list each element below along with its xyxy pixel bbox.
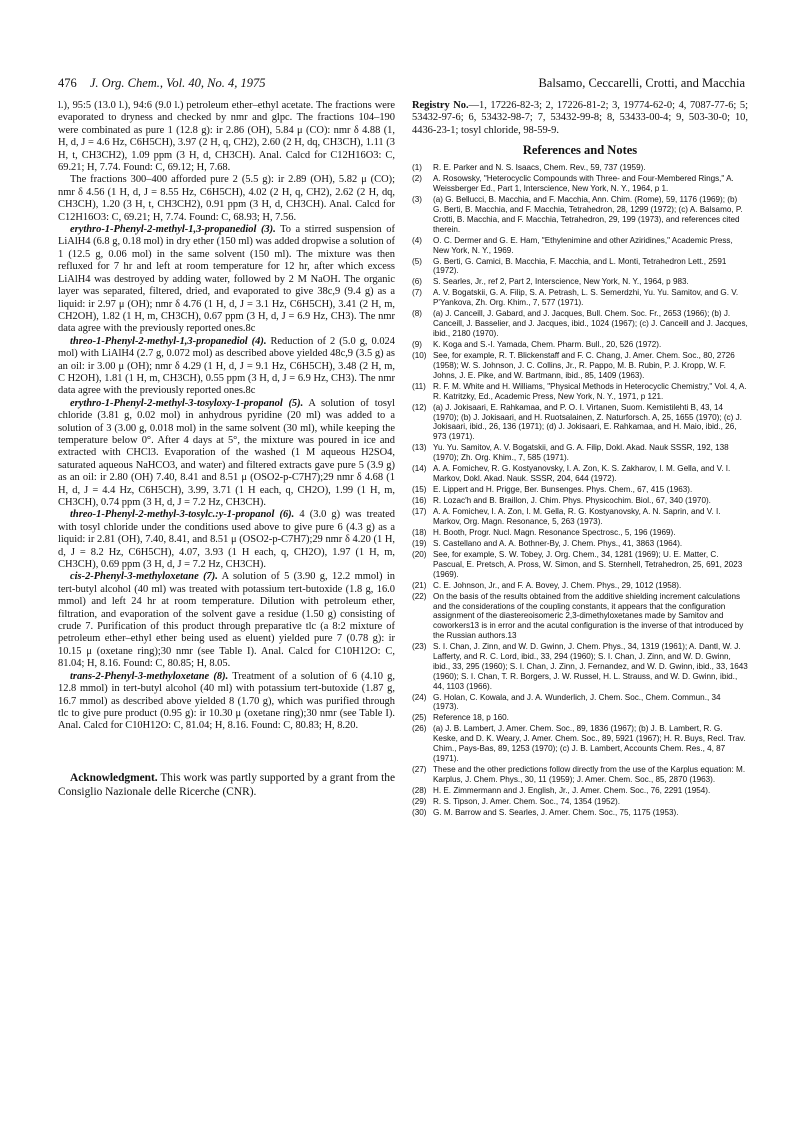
- reference-item: [412, 797, 748, 807]
- reference-text: A. Rosowsky, "Heterocyclic Compounds with Three- and Four-Membered Rings," A. Weissberger Ed., Part 1, Interscience, New York, N. Y., 1964, p 1.: [433, 174, 734, 194]
- paragraph-compound-3: [58, 224, 395, 336]
- reference-text: C. E. Johnson, Jr., and F. A. Bovey, J. Chem. Phys., 29, 1012 (1958).: [433, 580, 682, 590]
- reference-text: R. F. M. White and H. Williams, "Physical Methods in Heterocyclic Chemistry," Vol. 4, A. R. Katritzky, Ed., Academic Press, New York, N. Y., 1971, p 121.: [433, 381, 747, 401]
- reference-item: [412, 443, 748, 463]
- reference-text: H. Booth, Progr. Nucl. Magn. Resonance Spectrosc., 5, 196 (1969).: [433, 527, 676, 537]
- reference-text: Reference 18, p 160.: [433, 713, 509, 723]
- reference-item: [412, 581, 748, 591]
- reference-item: [412, 765, 748, 785]
- compound-5-body: A solution of tosyl chloride (3.81 g, 0.02 mol) in anhydrous pyridine (20 ml) was added to a solution of 3 (3.00 g, 0.018 mol) in the same solvent (30 ml), while keeping the temperature below 0°. After 4 days at 5°, the mixture was poured in ice and extracted with CHCl3. Evaporation of the washed (1 M aqueous H2SO4, saturated aqueous NaHCO3, and water) and filtered extracts gave pure 5 (3.9 g) as an oil: ir 2.80 (OH) 7.40, 8.41 and 8.51 μ (OSO2-p-C7H7);29 nmr δ 4.68 (1 H, d, J = 4.4 Hz, C6H5CH), 3.99, 3.71 (1 H each, q, CH2O), 1.99 (1 H, m, CH3CH), 0.74 ppm (3 H, d, J = 7.2 Hz, CH3CH).: [58, 397, 396, 508]
- registry-label: Registry No.: [412, 100, 469, 111]
- reference-item: [412, 485, 748, 495]
- reference-item: [412, 257, 748, 277]
- reference-text: A. V. Bogatskii, G. A. Filip, S. A. Petrash, L. S. Semerdzhi, Yu. Yu. Samitov, and G. V. P'Yankova, Zh. Org. Khim., 7, 577 (1971).: [433, 288, 739, 308]
- reference-number: (29): [412, 796, 427, 806]
- right-column: [412, 100, 748, 819]
- paragraph-fractions-2: The fractions 300–400 afforded pure 2 (5.5 g): ir 2.89 (OH), 5.82 μ (CO); nmr δ 4.56 (1 H, d, J = 8.55 Hz, C6H5CH), 4.02 (2 H, q, CH2), 2.62 (2 H, dq, CH3CH), 1.20 (3 H, t, CH3CH2), 0.91 ppm (3 H, d, CH3CH). Anal. Calcd for C12H16O3: C, 69.21; H, 7.74. Found: C, 68.93; H, 7.56.: [58, 174, 395, 223]
- reference-text: O. C. Dermer and G. E. Ham, "Ethylenimine and other Aziridines," Academic Press, New York, N. Y., 1969.: [433, 235, 733, 255]
- reference-item: [412, 539, 748, 549]
- reference-item: [412, 174, 748, 194]
- compound-3-title: erythro-1-Phenyl-2-methyl-1,3-propanediol (3).: [70, 224, 276, 236]
- reference-number: (28): [412, 785, 427, 795]
- reference-number: (3): [412, 195, 422, 205]
- reference-item: [412, 288, 748, 308]
- reference-text: E. Lippert and H. Prigge, Ber. Bunsenges. Phys. Chem., 67, 415 (1963).: [433, 485, 693, 494]
- paragraph-fractions-1: l.), 95:5 (13.0 l.), 94:6 (9.0 l.) petroleum ether–ethyl acetate. The fractions were evaporated to dryness and checked by nmr and glpc. The fractions 104–190 were combinated as pure 1 (12.8 g): ir 2.86 (OH), 5.84 μ (CO): nmr δ 4.88 (1, H, d, J = 4.6 Hz, C6H5CH), 3.97 (2 H, q, CH2), 2.60 (2 H, dq, CH3CH), 1.11 (3 H, t, CH3CH2), 1.09 ppm (3 H, d, CH3CH). Anal. Calcd for C12H16O3: C, 69.21; H, 7.74. Found: C, 69.12; H, 7.68.: [58, 100, 395, 174]
- reference-text: S. I. Chan, J. Zinn, and W. D. Gwinn, J. Chem. Phys., 34, 1319 (1961); A. Dantl, W. J. Lafferty, and R. C. Lord, ibid., 33, 294 (1960); S. I. Chan, J. Zinn, and W. D. Gwinn, ibid., 33, 295 (1960); S. I. Chan, J. Zinn, J. Fernandez, and W. D. Gwinn, ibid., 33, 1643 (1960); S. I. Chan, T. R. Borgers, J. W. Russel, H. L. Strauss, and W. D. Gwinn, ibid., 44, 1103 (1966).: [433, 642, 748, 691]
- reference-number: (24): [412, 692, 427, 702]
- reference-number: (14): [412, 464, 427, 474]
- registry-body: —1, 17226-82-3; 2, 17226-81-2; 3, 19774-62-0; 4, 7087-77-6; 5; 53432-97-6; 6, 53432-98-7; 7, 53432-99-8; 8, 53433-00-4; 9, 503-30-0; 10, 4436-23-1; tosyl chloride, 98-59-9.: [412, 100, 748, 136]
- reference-item: [412, 786, 748, 796]
- reference-number: (10): [412, 351, 427, 361]
- reference-item: [412, 309, 748, 339]
- reference-number: (23): [412, 642, 427, 652]
- reference-text: G. Berti, G. Camici, B. Macchia, F. Macchia, and L. Monti, Tetrahedron Lett., 2591 (1972).: [433, 256, 727, 276]
- reference-text: (a) J. Jokisaari, E. Rahkamaa, and P. O. I. Virtanen, Suom. Kemistilehti B, 43, 14 (1970); (b) J. Jokisaari, and H. Ruotsalainen, Z. Naturforsch. A, 25, 1655 (1970); (c) J. Jokisaari, ibid., 26, 136 (1971); (d) J. Jokisaari, E. Rahkamaa, and H. Maio, ibid., 26, 973 (1971).: [433, 402, 742, 442]
- reference-text: A. A. Fomichev, R. G. Kostyanovsky, I. A. Zon, K. S. Zakharov, I. M. Gella, and V. I. Markov, Dokl. Akad. Nauk. SSSR, 204, 644 (1972).: [433, 464, 731, 483]
- reference-text: (a) G. Bellucci, B. Macchia, and F. Macchia, Ann. Chim. (Rome), 59, 1176 (1969); (b) G. Berti, B. Macchia, and F. Macchia, Tetrahedron, 28, 1299 (1972); (c) A. Balsamo, P. Crotti, B. Macchia, and F. Macchia, Tetrahedron, 29, 199 (1973), and references cited therein.: [433, 195, 743, 234]
- reference-number: (20): [412, 550, 427, 559]
- reference-text: These and the other predictions follow directly from the use of the Karplus equation: M. Karplus, J. Chem. Phys., 30, 11 (1959); J. Amer. Chem. Soc., 85, 2870 (1963).: [433, 765, 746, 784]
- reference-text: On the basis of the results obtained from the additive shielding increment calculations and the considerations of the coupling constants, it appears that the configuration assignment of the diastereoisomeric 2,3-dimethyloxetanes made by Samitov and coworkers13 is in error and the acutal configuration is the inverse of that introduced by the Russian authors.13: [433, 591, 744, 641]
- paragraph-compound-4: [58, 336, 395, 398]
- reference-number: (16): [412, 496, 427, 506]
- reference-number: (21): [412, 580, 427, 590]
- compound-4-title: threo-1-Phenyl-2-methyl-1,3-propanediol (4).: [70, 335, 267, 347]
- paragraph-compound-7: [58, 571, 395, 670]
- compound-7-body: A solution of 5 (3.90 g, 12.2 mmol) in tert-butyl alcohol (40 ml) was treated with potassium tert-butoxide (1.8 g, 16.0 mmol) and left 24 hr at room temperature. Dilution with petroleum ether, filtration, and evaporation of the solvent gave a residue (1.50 g) consisting of crude 7. Purification of this product through preparative tlc (a 8:2 mixture of petroleum ether–ethyl ether being used as eluent) yielded pure 7 (0.78 g): ir 10.15 μ (oxetane ring);30 nmr (see Table I). Anal. Calcd for C10H12O: C, 81.04; H, 8.16. Found: C, 80.85; H, 8.05.: [58, 571, 395, 670]
- references-list: [412, 163, 748, 818]
- reference-item: [412, 351, 748, 381]
- reference-text: S. Searles, Jr., ref 2, Part 2, Interscience, New York, N. Y., 1964, p 983.: [433, 277, 689, 287]
- reference-item: [412, 528, 748, 538]
- reference-item: [412, 550, 748, 580]
- page-header: [58, 76, 745, 94]
- acknowledgment-body: This work was partly supported by a grant from the Consiglio Nazionale delle Ricerche (CNR).: [58, 771, 395, 798]
- paragraph-compound-6: [58, 509, 395, 571]
- reference-number: (30): [412, 807, 427, 817]
- compound-7-title: cis-2-Phenyl-3-methyloxetane (7).: [70, 571, 218, 583]
- reference-item: [412, 195, 748, 234]
- reference-number: (17): [412, 507, 427, 517]
- registry-numbers: [412, 100, 748, 137]
- reference-item: [412, 382, 748, 402]
- reference-number: (1): [412, 163, 422, 173]
- compound-8-title: trans-2-Phenyl-3-methyloxetane (8).: [70, 670, 229, 682]
- reference-number: (18): [412, 527, 427, 537]
- reference-text: G. M. Barrow and S. Searles, J. Amer. Chem. Soc., 75, 1175 (1953).: [433, 807, 679, 817]
- acknowledgment: [58, 771, 395, 799]
- paragraph-compound-8: [58, 671, 395, 733]
- reference-item: [412, 808, 748, 818]
- reference-item: [412, 713, 748, 723]
- reference-text: R. Lozac'h and B. Braillon, J. Chim. Phys. Physicochim. Biol., 67, 340 (1970).: [433, 496, 711, 506]
- reference-text: S. Castellano and A. A. Bothner-By, J. Chem. Phys., 41, 3863 (1964).: [433, 538, 683, 548]
- reference-item: [412, 724, 748, 763]
- reference-item: [412, 496, 748, 506]
- reference-number: (5): [412, 256, 422, 266]
- reference-text: G. Holan, C. Kowala, and J. A. Wunderlich, J. Chem. Soc., Chem. Commun., 34 (1973).: [433, 692, 721, 712]
- reference-number: (26): [412, 724, 427, 734]
- reference-item: [412, 236, 748, 256]
- acknowledgment-title: Acknowledgment.: [70, 771, 158, 784]
- compound-4-body: Reduction of 2 (5.0 g, 0.024 mol) with LiAlH4 (2.7 g, 0.072 mol) as described above yielded 48c,9 (3.5 g) as an oil: ir 3.00 μ (OH); nmr δ 4.29 (1 H, d, J = 9.1 Hz, C6H5CH), 3.48 (2 H, m, C H2OH), 1.81 (1 H, m, CH3CH), 0.55 ppm (3 H, d, J = 6.9 Hz, CH3). The nmr data agree with the previously reported ones.8c: [58, 335, 395, 397]
- references-heading: References and Notes: [522, 143, 638, 158]
- reference-item: [412, 642, 748, 691]
- reference-text: (a) J. B. Lambert, J. Amer. Chem. Soc., 89, 1836 (1967); (b) J. B. Lambert, R. G. Keske, and D. K. Weary, J. Amer. Chem. Soc., 89, 5921 (1967); H. R. Buys, Recl. Trav. Chim., Pays-Bas, 89, 1253 (1970); (c) J. B. Lambert, Accounts Chem. Res., 4, 87 (1971).: [433, 724, 746, 763]
- reference-number: (6): [412, 277, 422, 287]
- reference-text: See, for example, S. W. Tobey, J. Org. Chem., 34, 1281 (1969); U. E. Matter, C. Pascual, E. Pretsch, A. Pross, W. Simon, and S. Sternhell, Tetrahedron, 25, 691, 2023 (1969).: [433, 550, 743, 579]
- page-number: 476: [58, 76, 77, 90]
- reference-number: (9): [412, 340, 422, 350]
- reference-number: (25): [412, 713, 427, 723]
- reference-text: A. A. Fomichev, I. A. Zon, I. M. Gella, R. G. Kostyanovsky, A. N. Saprin, and V. I. Markov, Org. Magn. Resonance, 5, 263 (1973).: [433, 507, 721, 526]
- reference-number: (11): [412, 381, 426, 391]
- reference-number: (27): [412, 765, 427, 775]
- reference-text: R. S. Tipson, J. Amer. Chem. Soc., 74, 1354 (1952).: [433, 796, 620, 806]
- reference-item: [412, 592, 748, 641]
- reference-item: [412, 464, 748, 484]
- reference-text: H. E. Zimmermann and J. English, Jr., J. Amer. Chem. Soc., 76, 2291 (1954).: [433, 785, 711, 795]
- reference-number: (4): [412, 235, 422, 245]
- reference-number: (7): [412, 288, 422, 298]
- reference-text: See, for example, R. T. Blickenstaff and F. C. Chang, J. Amer. Chem. Soc., 80, 2726 (1958); W. S. Johnson, J. C. Collins, Jr., R. Pappo, M. B. Rubin, P. J. Kropp, W. F. Johns, J. E. Pike, and W. Bartmann, ibid., 85, 1409 (1963).: [433, 351, 735, 380]
- reference-number: (8): [412, 309, 422, 319]
- reference-number: (19): [412, 538, 427, 548]
- reference-number: (13): [412, 443, 427, 453]
- compound-6-title: threo-1-Phenyl-2-methyl-3-tosylc.:y-1-propanol (6).: [70, 509, 295, 521]
- reference-number: (22): [412, 591, 427, 601]
- reference-text: K. Koga and S.-I. Yamada, Chem. Pharm. Bull., 20, 526 (1972).: [433, 340, 662, 350]
- header-left: [58, 76, 265, 91]
- reference-item: [412, 403, 748, 442]
- compound-6-body: 4 (3.0 g) was treated with tosyl chloride under the conditions used above to give pure 6 (4.3 g) as a liquid: ir 2.81 (OH), 7.40, 8.41, and 8.51 μ (OSO2-p-C7H7);29 nmr δ 4.20 (1 H, d, J = 8.2 Hz, C6H5CH), 4.07, 3.93 (1 H each, q, CH2O), 1.97 (1 H, m, CH3CH), 0.69 ppm (3 H, d, J = 7.2 Hz, CH3CH).: [58, 509, 395, 571]
- reference-item: [412, 693, 748, 713]
- compound-3-body: To a stirred suspension of LiAlH4 (6.8 g, 0.18 mol) in dry ether (150 ml) was added dropwise a solution of 1 (12.5 g, 0.06 mol) in the same solvent (150 ml). The mixture was then refluxed for 7 hr and left at room temperature for 12 hr, after which excess LiAlH4 was destroyed by adding water, followed by 2 M NaOH. The organic layer was separated, filtered, dried, and evaporated to give 38c,9 (9.4 g) as a liquid: ir 2.97 μ (OH); nmr δ 4.76 (1 H, d, J = 3.1 Hz, C6H5CH), 3.41 (2 H, m, CH2OH), 1.82 (1 H, m, CH3CH), 0.67 ppm (3 H, d, J = 6.9 Hz, CH3). The nmr data agree with the previously reported ones.8c: [58, 224, 396, 335]
- reference-text: (a) J. Canceill, J. Gabard, and J. Jacques, Bull. Chem. Soc. Fr., 2653 (1966); (b) J. Canceill, J. Basselier, and J. Jacques, ibid., 1024 (1967); (c) J. Canceill and J. Jacques, ibid., 2180 (1970).: [433, 309, 748, 339]
- reference-item: [412, 277, 748, 287]
- compound-8-body: Treatment of a solution of 6 (4.10 g, 12.8 mmol) in tert-butyl alcohol (40 ml) with potassium tert-butoxide (1.87 g, 16.7 mmol) as described above yielded 8 (1.70 g), which was purified through tlc to give pure product (0.95 g): ir 10.30 μ (oxetane ring);30 nmr (see Table I). Anal. Calcd for C10H12O: C, 81.04; H, 8.16. Found: C, 80.83; H, 8.20.: [58, 670, 395, 732]
- reference-item: [412, 507, 748, 527]
- paragraph-compound-5: [58, 398, 395, 510]
- reference-text: R. E. Parker and N. S. Isaacs, Chem. Rev., 59, 737 (1959).: [433, 163, 646, 173]
- compound-5-title: erythro-1-Phenyl-2-methyl-3-tosyloxy-1-propanol (5).: [70, 397, 304, 409]
- reference-text: Yu. Yu. Samitov, A. V. Bogatskii, and G. A. Filip, Dokl. Akad. Nauk SSSR, 192, 138 (1970); Zh. Org. Khim., 7, 585 (1971).: [433, 443, 729, 463]
- reference-number: (15): [412, 485, 427, 494]
- journal-citation: J. Org. Chem., Vol. 40, No. 4, 1975: [89, 76, 266, 90]
- reference-number: (12): [412, 402, 427, 412]
- left-column: [58, 100, 395, 799]
- reference-number: (2): [412, 174, 422, 184]
- reference-item: [412, 163, 748, 173]
- reference-item: [412, 340, 748, 350]
- header-authors: Balsamo, Ceccarelli, Crotti, and Macchia: [538, 76, 745, 90]
